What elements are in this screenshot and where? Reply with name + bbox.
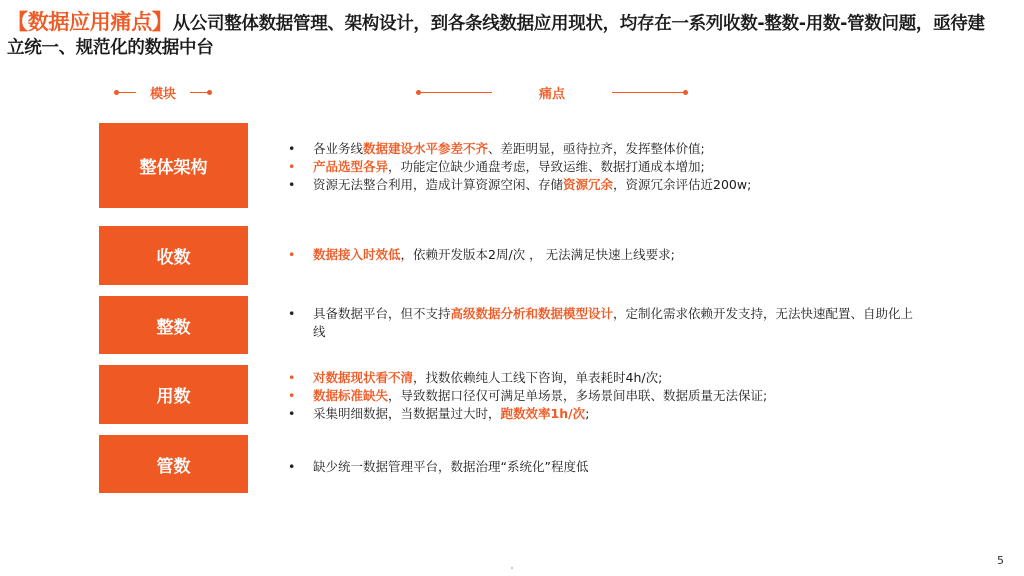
header-line-left [116,92,136,93]
list-item: • 对数据现状看不清，找数依赖纯人工线下咨询，单表耗时4h/次; [288,369,928,387]
header-line-left [418,92,492,93]
module-box-manage: 管数 [99,435,248,493]
pain-header [418,82,686,102]
list-item: • 资源无法整合利用，造成计算资源空闲、存储资源冗余，资源冗余评估近200w; [288,176,888,194]
module-box-architecture: 整体架构 [99,123,248,208]
header-line-right [612,92,686,93]
module-box-use: 用数 [99,365,248,424]
pain-list-collect [288,246,888,264]
pain-list-use [288,369,928,423]
list-item: • 缺少统一数据管理平台，数据治理“系统化”程度低 [288,458,888,476]
pain-header-label: 痛点 [539,86,566,102]
list-item: • 采集明细数据，当数据量过大时，跑数效率1h/次; [288,405,928,423]
module-box-collect: 收数 [99,226,248,285]
module-header [116,82,210,102]
list-item: • 各业务线数据建设水平参差不齐、差距明显，亟待拉齐，发挥整体价值; [288,140,888,158]
list-item: • 数据标准缺失，导致数据口径仅可满足单场景，多场景间串联、数据质量无法保证; [288,387,928,405]
header-line-right [190,92,210,93]
list-item: • 具备数据平台，但不支持高级数据分析和数据模型设计，定制化需求依赖开发支持，无法快速配置、自助化上线 [288,305,918,341]
page-number: 5 [997,554,1004,567]
pain-list-architecture [288,140,888,194]
title-tag: 【数据应用痛点】 [7,10,173,34]
module-header-label: 模块 [150,86,177,102]
list-item: • 产品选型各异，功能定位缺少通盘考虑，导致运维、数据打通成本增加; [288,158,888,176]
pain-list-manage [288,458,888,476]
title-text: 从公司整体数据管理、架构设计，到各条线数据应用现状，均存在一系列收数-整数-用数-管数问题，亟待建立统一、规范化的数据中台 [7,14,985,58]
module-box-organize: 整数 [99,296,248,354]
footer-dot [511,567,513,569]
list-item: • 数据接入时效低，依赖开发版本2周/次 ， 无法满足快速上线要求; [288,246,888,264]
page-title [7,10,992,60]
pain-list-organize [288,305,918,341]
